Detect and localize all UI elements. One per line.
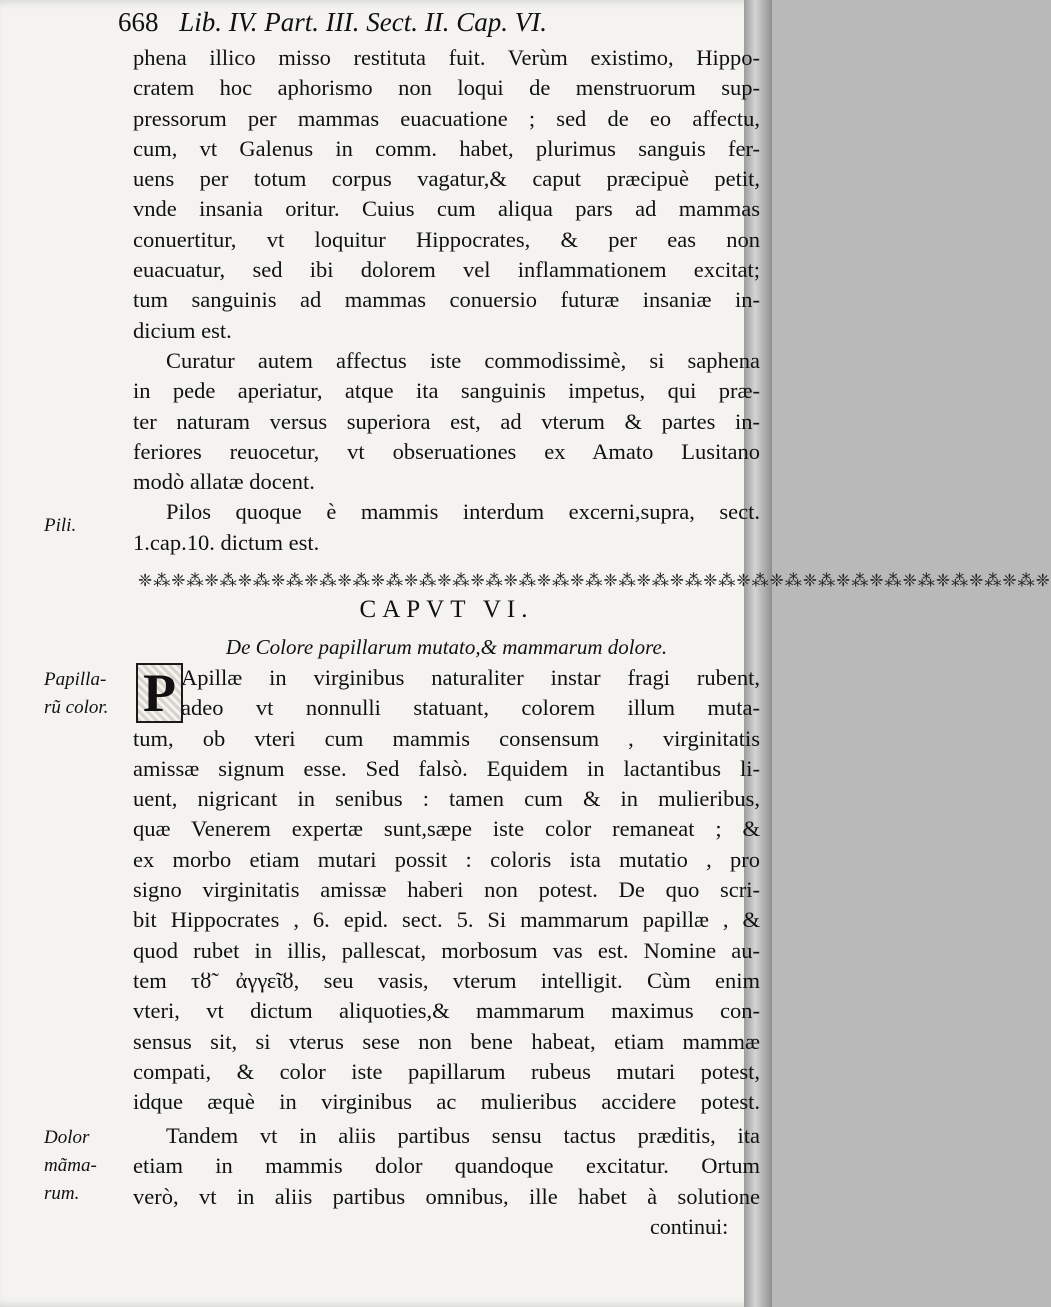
text-line: amissæ signum esse. Sed falsò. Equidem in lactantibus li- xyxy=(133,755,760,781)
text-line: uent, nigricant in senibus : tamen cum & in mulieribus, xyxy=(133,786,760,812)
paragraph-5 xyxy=(133,1121,760,1212)
text-block-top xyxy=(133,43,760,558)
text-line: sensus sit, si vterus sese non bene habeat, etiam mammæ xyxy=(133,1028,760,1054)
text-line: Pilos quoque è mammis interdum excerni,supra, sect. xyxy=(166,499,760,525)
text-line: vteri, vt dictum aliquoties,& mammarum maximus con- xyxy=(133,998,760,1024)
text-line: cum, vt Galenus in comm. habet, plurimus sanguis fer- xyxy=(133,135,760,161)
text-line: feriores reuocetur, vt obseruationes ex Amato Lusitano xyxy=(133,438,760,464)
paragraph-2 xyxy=(133,346,760,497)
text-line: idque æquè in virginibus ac mulieribus accidere potest. xyxy=(133,1089,760,1115)
chapter-title: CAPVT VI. xyxy=(359,596,534,623)
chapter-subtitle: De Colore papillarum mutato,& mammarum dolore. xyxy=(225,635,668,659)
paragraph-3 xyxy=(133,497,760,558)
text-line: phena illico misso restituta fuit. Verùm existimo, Hippo- xyxy=(133,45,760,70)
text-line: Curatur autem affectus iste commodissimè, si saphena xyxy=(166,347,760,373)
text-line: cratem hoc aphorismo non loqui de menstruorum sup- xyxy=(133,75,760,101)
text-line: tem τȣ̃ ἀγγεῖȣ, seu vasis, vterum intelligit. Cùm enim xyxy=(133,967,760,993)
text-line: in pede aperiatur, atque ita sanguinis impetus, qui præ- xyxy=(133,378,760,404)
catchword: continui: xyxy=(650,1214,729,1239)
text-block-bottom xyxy=(133,1121,760,1212)
text-line: euacuatur, sed ibi dolorem vel inflammationem excitat; xyxy=(133,257,760,283)
text-line: Tandem vt in aliis partibus sensu tactus præditis, ita xyxy=(166,1123,760,1148)
text-line: etiam in mammis dolor quandoque excitatur. Ortum xyxy=(133,1153,760,1179)
text-line: compati, & color iste papillarum rubeus mutari potest, xyxy=(133,1058,760,1084)
text-line: ex morbo etiam mutari possit : coloris ista mutatio , pro xyxy=(133,846,760,872)
text-line: pressorum per mammas euacuatione ; sed de eo affectu, xyxy=(133,105,760,131)
ornamental-rule: ❈⁂❈⁂❈⁂❈⁂❈⁂❈⁂❈⁂❈⁂❈⁂❈⁂❈⁂❈⁂❈⁂❈⁂❈⁂❈⁂❈⁂❈⁂❈⁂❈⁂❈⁂❈⁂❈⁂❈⁂❈⁂❈⁂❈⁂❈ xyxy=(138,571,1051,590)
margin-note-dolor-mammarum: Dolor mãma- rum. xyxy=(44,1127,97,1204)
paragraph-1 xyxy=(133,43,760,346)
text-line: vnde insania oritur. Cuius cum aliqua pars ad mammas xyxy=(133,196,760,222)
page-number: 668 xyxy=(118,7,159,37)
text-line: conuertitur, vt loquitur Hippocrates, & per eas non xyxy=(133,226,760,252)
page-header xyxy=(118,4,758,40)
text-line: 1.cap.10. dictum est. xyxy=(133,529,320,555)
margin-note-pili: Pili. xyxy=(44,515,77,536)
text-line: dicium est. xyxy=(133,317,232,343)
text-line: tum sanguinis ad mammas conuersio futuræ insaniæ in- xyxy=(133,287,760,313)
text-line: verò, vt in aliis partibus omnibus, ille habet à solutione xyxy=(133,1183,760,1209)
text-line: modò allatæ docent. xyxy=(133,469,315,495)
running-head: Lib. IV. Part. III. Sect. II. Cap. VI. xyxy=(179,7,547,37)
text-line: signo virginitatis amissæ haberi non potest. De quo scri- xyxy=(133,877,760,903)
margin-note-papillarum-color: Papilla- rũ color. xyxy=(44,669,109,718)
drop-cap-initial: P xyxy=(136,663,183,723)
text-line: tum, ob vteri cum mammis consensum , virginitatis xyxy=(133,725,760,751)
paragraph-4 xyxy=(133,663,760,1117)
text-line: quæ Venerem expertæ sunt,sæpe iste color remaneat ; & xyxy=(133,816,760,842)
text-line: adeo vt nonnulli statuant, colorem illum muta- xyxy=(181,695,760,721)
text-line: bit Hippocrates , 6. epid. sect. 5. Si mammarum papillæ , & xyxy=(133,907,760,933)
text-line: uens per totum corpus vagatur,& caput præcipuè petit, xyxy=(133,166,760,192)
text-line: ter naturam versus superiora est, ad vterum & partes in- xyxy=(133,408,760,434)
text-line: quod rubet in illis, pallescat, morbosum vas est. Nomine au- xyxy=(133,937,760,963)
text-line: Apillæ in virginibus naturaliter instar fragi rubent, xyxy=(181,665,760,690)
text-block-chapter xyxy=(133,663,760,1117)
